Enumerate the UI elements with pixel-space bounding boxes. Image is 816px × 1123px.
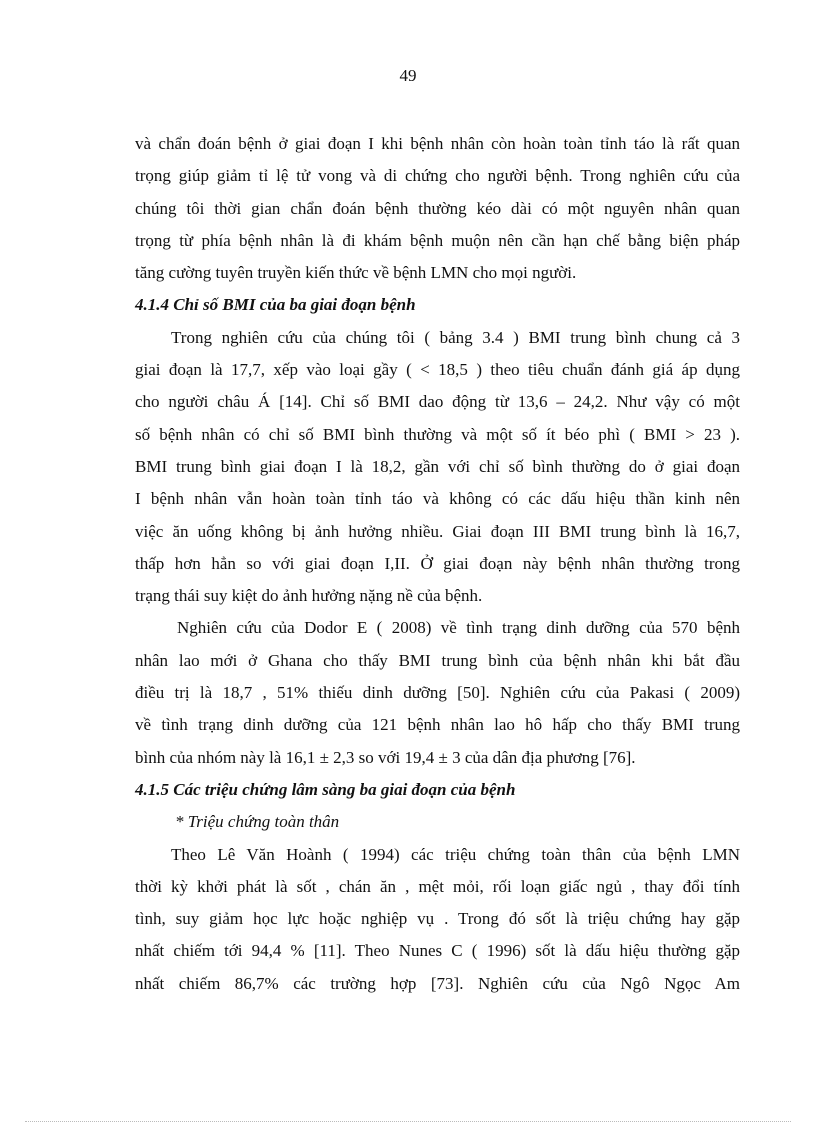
paragraph [135, 128, 740, 289]
page-bottom-rule [25, 1121, 791, 1122]
text-line: trạng thái suy kiệt do ảnh hưởng nặng nề của bệnh. [135, 586, 483, 606]
page-body [135, 128, 740, 1000]
text-line: về tình trạng dinh dưỡng của 121 bệnh nhân lao hô hấp cho thấy BMI trung [135, 715, 740, 735]
section-heading: 4.1.5 Các triệu chứng lâm sàng ba giai đoạn của bệnh [135, 779, 516, 799]
text-line: thời kỳ khởi phát là sốt , chán ăn , mệt mỏi, rối loạn giấc ngủ , thay đổi tính [135, 876, 740, 896]
section-heading: 4.1.4 Chỉ số BMI của ba giai đoạn bệnh [135, 295, 416, 315]
text-line: bình của nhóm này là 16,1 ± 2,3 so với 19,4 ± 3 của dân địa phương [76]. [135, 747, 636, 767]
text-line: giai đoạn là 17,7, xếp vào loại gầy ( < 18,5 ) theo tiêu chuẩn đánh giá áp dụng [135, 360, 740, 380]
text-line: chúng tôi thời gian chẩn đoán bệnh thường kéo dài có một nguyên nhân quan [135, 198, 740, 218]
text-line: Nghiên cứu của Dodor E ( 2008) về tình trạng dinh dưỡng của 570 bệnh [177, 618, 740, 638]
subsection-heading: * Triệu chứng toàn thân [175, 812, 340, 832]
paragraph [135, 612, 740, 773]
text-line: điều trị là 18,7 , 51% thiếu dinh dưỡng [50]. Nghiên cứu của Pakasi ( 2009) [135, 683, 740, 703]
text-line: Trong nghiên cứu của chúng tôi ( bảng 3.4 ) BMI trung bình chung cả 3 [171, 327, 740, 347]
text-line: nhất chiếm 86,7% các trường hợp [73]. Nghiên cứu của Ngô Ngọc Am [135, 973, 740, 993]
text-line: I bệnh nhân vẫn hoàn toàn tỉnh táo và không có các dấu hiệu thần kinh nên [135, 489, 740, 509]
text-line: và chẩn đoán bệnh ở giai đoạn I khi bệnh nhân còn hoàn toàn tỉnh táo là rất quan [135, 134, 740, 153]
text-line: nhất chiếm tới 94,4 % [11]. Theo Nunes C ( 1996) sốt là dấu hiệu thường gặp [135, 941, 740, 961]
text-line: cho người châu Á [14]. Chỉ số BMI dao động từ 13,6 – 24,2. Như vậy có một [135, 392, 740, 412]
text-line: trọng từ phía bệnh nhân là đi khám bệnh muộn nên cần hạn chế bằng biện pháp [135, 230, 740, 250]
text-line: tăng cường tuyên truyền kiến thức về bệnh LMN cho mọi người. [135, 263, 577, 283]
text-line: BMI trung bình giai đoạn I là 18,2, gần với chỉ số bình thường do ở giai đoạn [135, 456, 740, 476]
page-number: 49 [399, 66, 417, 85]
text-line: Theo Lê Văn Hoành ( 1994) các triệu chứng toàn thân của bệnh LMN [171, 844, 740, 864]
text-line: số bệnh nhân có chỉ số BMI bình thường và một số ít béo phì ( BMI > 23 ). [135, 424, 740, 444]
paragraph [135, 322, 740, 613]
text-line: tình, suy giảm học lực hoặc nghiệp vụ . Trong đó sốt là triệu chứng hay gặp [135, 909, 740, 929]
text-line: trọng giúp giảm tỉ lệ tử vong và di chứng cho người bệnh. Trong nghiên cứu của [135, 166, 740, 186]
text-line: việc ăn uống không bị ảnh hưởng nhiều. Giai đoạn III BMI trung bình là 16,7, [135, 521, 740, 541]
paragraph [135, 839, 740, 1000]
text-line: thấp hơn hẳn so với giai đoạn I,II. Ở giai đoạn này bệnh nhân thường trong [135, 553, 740, 573]
text-line: nhân lao mới ở Ghana cho thấy BMI trung bình của bệnh nhân khi bắt đầu [135, 650, 740, 670]
